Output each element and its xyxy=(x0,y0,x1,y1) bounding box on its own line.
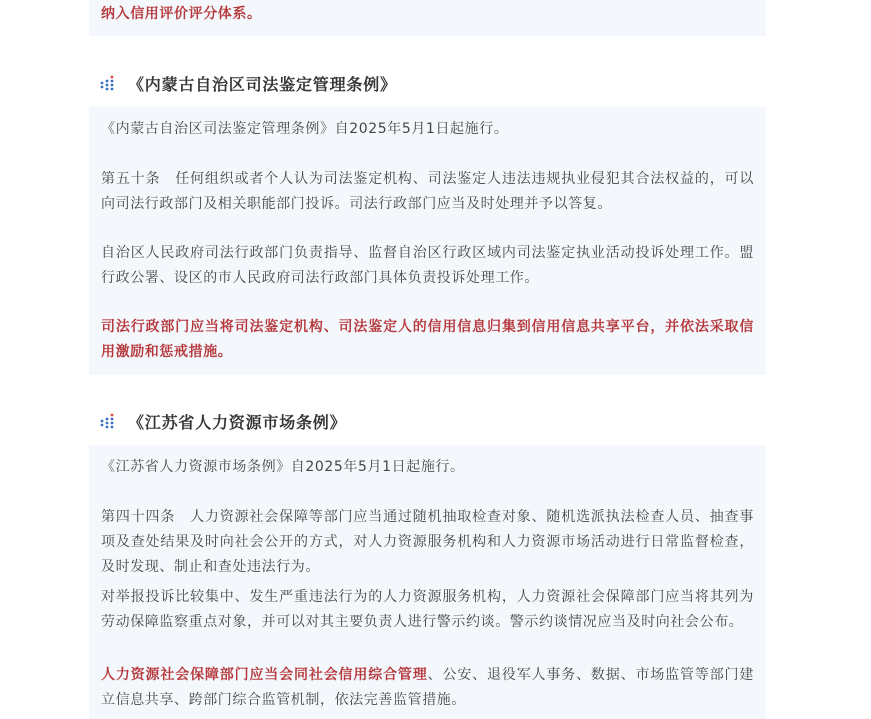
mixed-emphasis-paragraph xyxy=(101,663,754,713)
effective-date-paragraph: 《江苏省人力资源市场条例》自2025年5月1日起施行。 xyxy=(101,459,465,475)
article-paragraph: 第五十条 任何组织或者个人认为司法鉴定机构、司法鉴定人违法违规执业侵犯其合法权益的，可以向司法行政部门及相关职能部门投诉。司法行政部门应当及时处理并予以答复。 xyxy=(101,171,754,212)
section-content-box xyxy=(89,107,766,375)
top-content-box xyxy=(89,0,766,36)
emphasis-text: 人力资源社会保障部门应当会同社会信用综合管理 xyxy=(101,667,428,683)
body-paragraph: 自治区人民政府司法行政部门负责指导、监督自治区行政区域内司法鉴定执业活动投诉处理工作。盟行政公署、设区的市人民政府司法行政部门具体负责投诉处理工作。 xyxy=(101,245,754,286)
emphasis-paragraph: 司法行政部门应当将司法鉴定机构、司法鉴定人的信用信息归集到信用信息共享平台，并依法采取信用激励和惩戒措施。 xyxy=(101,319,754,360)
dots-grid-icon xyxy=(100,412,116,430)
section-title: 《江苏省人力资源市场条例》 xyxy=(128,412,347,432)
article-paragraph: 第四十四条 人力资源社会保障等部门应当通过随机抽取检查对象、随机选派执法检查人员、抽查事项及查处结果及时向社会公开的方式，对人力资源服务机构和人力资源市场活动进行日常监督检查，及时发现、制止和查处违法行为。 xyxy=(101,509,754,575)
section-heading-jiangsu xyxy=(100,408,346,434)
section-heading-inner-mongolia xyxy=(100,70,397,96)
section-title: 《内蒙古自治区司法鉴定管理条例》 xyxy=(128,74,397,94)
body-text: 、公安、退役军人事务、数据、市场监管等部门建立信息共享、跨部门综合监管机制，依法完善监管措施。 xyxy=(101,667,754,708)
emphasis-paragraph: 纳入信用评价评分体系。 xyxy=(101,6,262,22)
body-paragraph: 对举报投诉比较集中、发生严重违法行为的人力资源服务机构，人力资源社会保障部门应当将其列为劳动保障监察重点对象，并可以对其主要负责人进行警示约谈。警示约谈情况应当及时向社会公布。 xyxy=(101,589,754,630)
section-content-box xyxy=(89,445,766,719)
dots-grid-icon xyxy=(100,74,116,92)
effective-date-paragraph: 《内蒙古自治区司法鉴定管理条例》自2025年5月1日起施行。 xyxy=(101,121,509,137)
